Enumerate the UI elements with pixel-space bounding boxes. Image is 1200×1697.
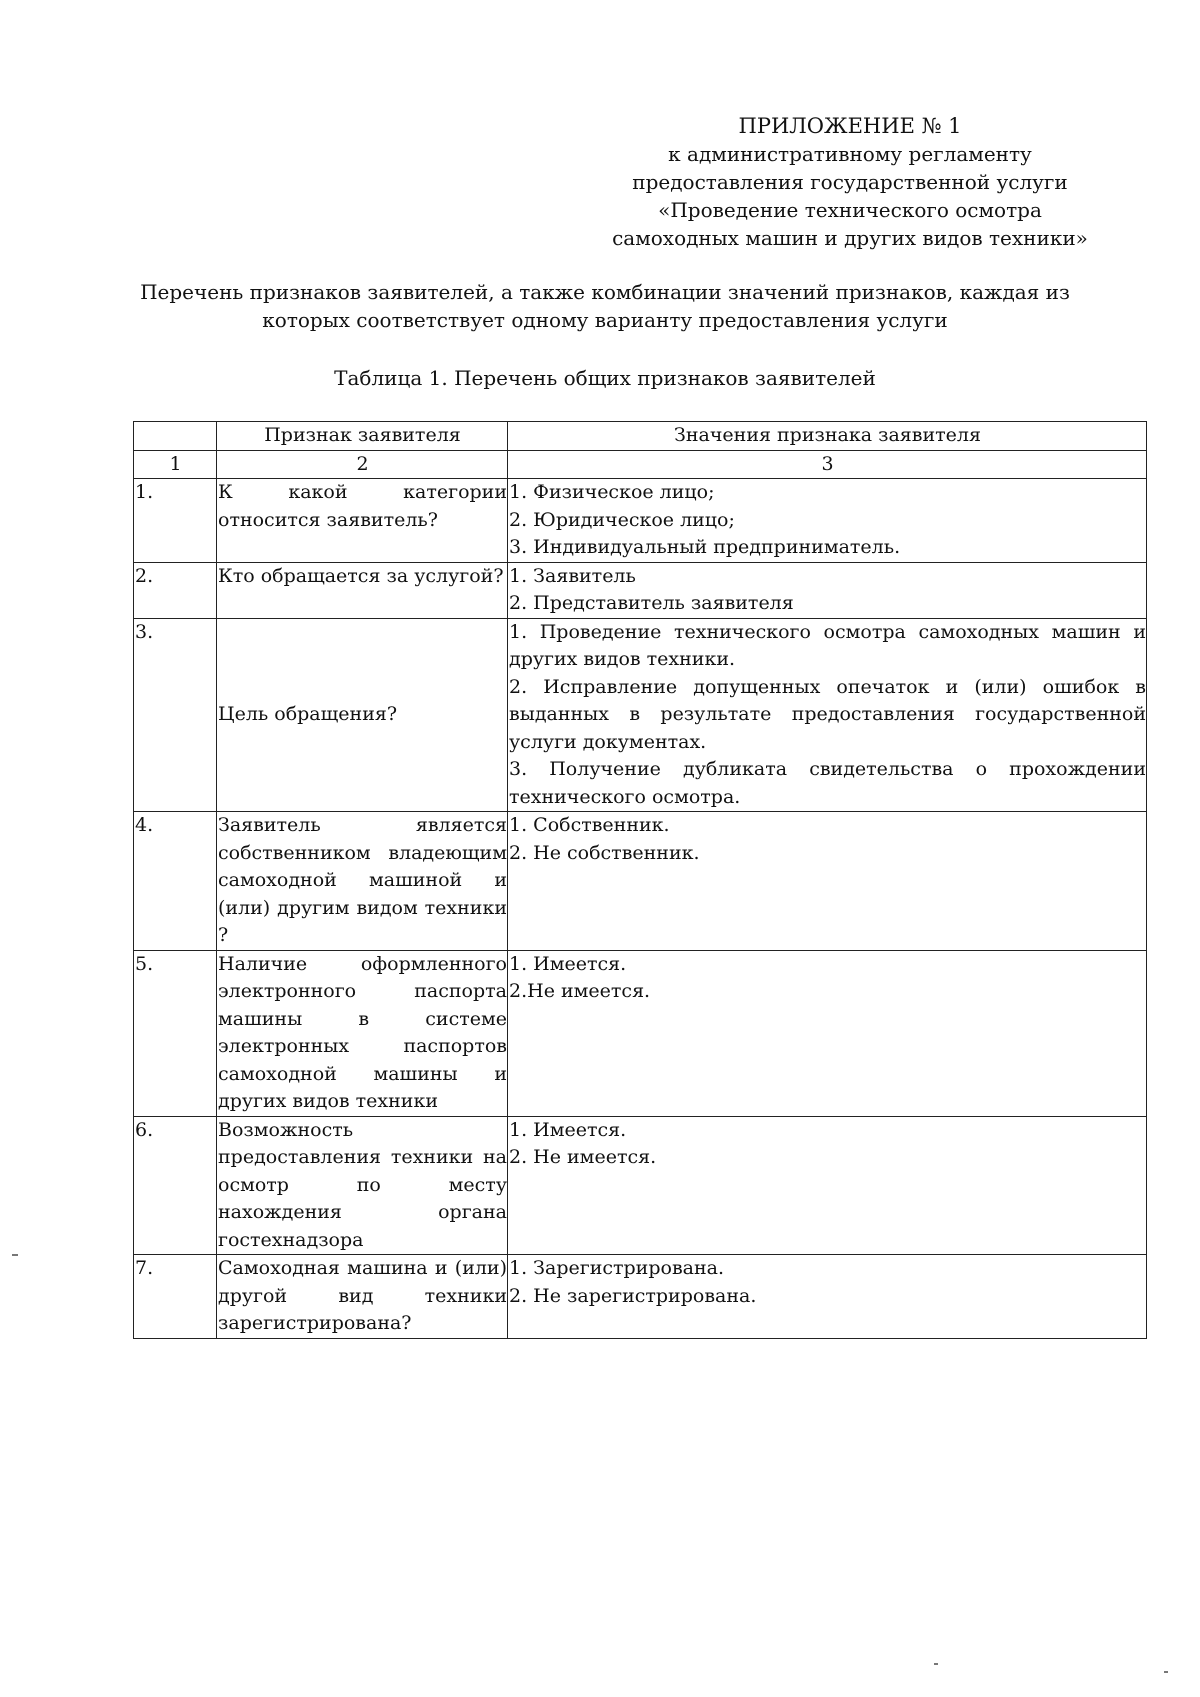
column-number: 1 <box>134 450 217 479</box>
values-cell <box>508 950 1147 1116</box>
column-number: 2 <box>217 450 508 479</box>
values-cell <box>508 618 1147 812</box>
header-cell-values: Значения признака заявителя <box>508 422 1147 451</box>
list-title-line: Перечень признаков заявителей, а также комбинации значений признаков, каждая из <box>140 280 1070 304</box>
value-item: 2. Не собственник. <box>509 841 700 864</box>
value-item: 1. Физическое лицо; <box>509 481 715 503</box>
attribute-cell: Цель обращения? <box>217 618 508 812</box>
value-item: 1. Имеется. <box>509 1118 627 1141</box>
appendix-line: предоставления государственной услуги <box>632 170 1068 194</box>
table-row <box>134 1255 1147 1339</box>
table-row <box>134 618 1147 812</box>
table-row <box>134 812 1147 951</box>
row-number: 3. <box>134 618 217 812</box>
table-numbering-row <box>134 450 1147 479</box>
value-item: 1. Заявитель <box>509 564 636 587</box>
appendix-header <box>600 112 1100 252</box>
value-item: 3. Индивидуальный предприниматель. <box>509 536 901 558</box>
value-item: 3. Получение дубликата свидетельства о прохождении технического осмотра. <box>509 758 1146 808</box>
scan-speck <box>1164 1671 1168 1673</box>
attribute-cell: Наличие оформленного электронного паспорта машины в системе электронных паспортов самоходной машины и других видов техники <box>217 950 508 1116</box>
table-header-row <box>134 422 1147 451</box>
attribute-cell: Заявитель является собственником владеющим самоходной машиной и (или) другим видом техники ? <box>217 812 508 951</box>
row-number: 4. <box>134 812 217 951</box>
list-title-line: которых соответствует одному варианту предоставления услуги <box>262 308 948 332</box>
value-item: 2.Не имеется. <box>509 980 651 1002</box>
list-title <box>110 278 1100 334</box>
table-caption: Таблица 1. Перечень общих признаков заявителей <box>334 366 876 390</box>
values-cell <box>508 479 1147 563</box>
appendix-line: «Проведение технического осмотра <box>658 198 1042 222</box>
row-number: 1. <box>134 479 217 563</box>
table-row <box>134 479 1147 563</box>
value-item: 1. Проведение технического осмотра самоходных машин и других видов техники. <box>509 620 1146 670</box>
applicant-attributes-table <box>133 421 1147 1339</box>
values-cell <box>508 812 1147 951</box>
header-cell-number <box>134 422 217 451</box>
value-item: 2. Юридическое лицо; <box>509 508 735 531</box>
scan-speck <box>12 1254 18 1256</box>
row-number: 7. <box>134 1255 217 1339</box>
table-row <box>134 1116 1147 1255</box>
appendix-line: к административному регламенту <box>668 142 1032 166</box>
value-item: 2. Представитель заявителя <box>509 592 794 614</box>
value-item: 1. Зарегистрирована. <box>509 1257 724 1279</box>
row-number: 5. <box>134 950 217 1116</box>
row-number: 6. <box>134 1116 217 1255</box>
value-item: 1. Собственник. <box>509 814 670 836</box>
table-row <box>134 562 1147 618</box>
scan-speck <box>934 1663 938 1665</box>
attribute-cell: Самоходная машина и (или) другой вид техники зарегистрирована? <box>217 1255 508 1339</box>
value-item: 2. Исправление допущенных опечаток и (или) ошибок в выданных в результате предоставления государственной услуги документах. <box>509 675 1146 753</box>
attribute-cell: Возможность предоставления техники на осмотр по месту нахождения органа гостехнадзора <box>217 1116 508 1255</box>
header-cell-attribute: Признак заявителя <box>217 422 508 451</box>
table-row <box>134 950 1147 1116</box>
values-cell <box>508 1255 1147 1339</box>
attribute-cell: К какой категории относится заявитель? <box>217 479 508 563</box>
values-cell <box>508 562 1147 618</box>
column-number: 3 <box>508 450 1147 479</box>
appendix-line: самоходных машин и других видов техники» <box>612 226 1088 250</box>
value-item: 2. Не зарегистрирована. <box>509 1284 757 1307</box>
value-item: 1. Имеется. <box>509 952 627 975</box>
row-number: 2. <box>134 562 217 618</box>
appendix-title: ПРИЛОЖЕНИЕ № 1 <box>738 114 962 138</box>
values-cell <box>508 1116 1147 1255</box>
value-item: 2. Не имеется. <box>509 1146 657 1168</box>
attribute-cell: Кто обращается за услугой? <box>217 562 508 618</box>
